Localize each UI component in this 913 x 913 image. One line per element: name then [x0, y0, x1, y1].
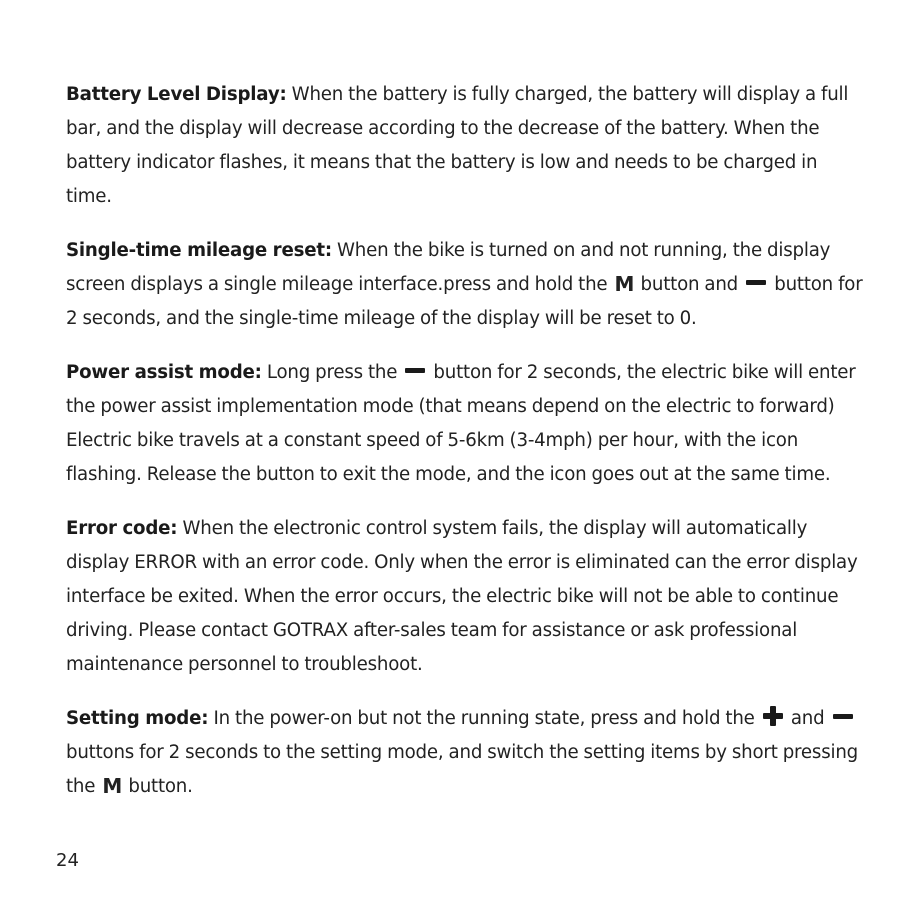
- error-code-paragraph: [66, 512, 866, 682]
- manual-content: [66, 78, 866, 824]
- battery-level-text: When the battery is fully charged, the battery will display a full bar, and the display will decrease according to the decrease of the battery. When the battery indicator flashes, it means that the battery is low and needs to be charged in time.: [66, 84, 849, 207]
- battery-level-heading: Battery Level Display:: [66, 84, 287, 105]
- mileage-reset-text-1: When the bike is turned on and not running, the display screen displays a single mileage interface.press and hold the: [66, 240, 831, 295]
- plus-button-icon: [763, 706, 783, 726]
- mileage-reset-heading: Single-time mileage reset:: [66, 240, 332, 261]
- error-code-text: When the electronic control system fails, the display will automatically display ERROR with an error code. Only when the error is eliminated can the error display interface be exited. When the error occurs, the electric bike will not be able to continue driving. Please contact GOTRAX after-sales team for assistance or ask professional maintenance personnel to troubleshoot.: [66, 518, 858, 675]
- setting-mode-text-2: and: [790, 708, 825, 729]
- page-number: 24: [56, 850, 79, 871]
- m-button-icon: M: [102, 774, 122, 798]
- setting-mode-text-3: buttons for 2 seconds to the setting mode, and switch the setting items by short pressing the: [66, 742, 859, 797]
- mileage-reset-text-2: button and: [640, 274, 739, 295]
- power-assist-heading: Power assist mode:: [66, 362, 262, 383]
- minus-button-icon: [833, 714, 853, 719]
- minus-button-icon: [405, 368, 425, 373]
- power-assist-text-2: button for 2 seconds, the electric bike will enter the power assist implementation mode (that means depend on the electric to forward) Electric bike travels at a constant speed of 5-6km (3-4mph) per hour, with the icon flashing. Release the button to exit the mode, and the icon goes out at the same time.: [66, 362, 856, 485]
- setting-mode-heading: Setting mode:: [66, 708, 209, 729]
- power-assist-text-1: Long press the: [266, 362, 398, 383]
- mileage-reset-text-3: button for 2 seconds, and the single-time mileage of the display will be reset to 0.: [66, 274, 863, 329]
- setting-mode-text-4: button.: [128, 776, 193, 797]
- mileage-reset-paragraph: [66, 234, 866, 336]
- battery-level-paragraph: [66, 78, 866, 214]
- error-code-heading: Error code:: [66, 518, 178, 539]
- setting-mode-paragraph: [66, 702, 866, 804]
- m-button-icon: M: [614, 272, 634, 296]
- setting-mode-text-1: In the power-on but not the running state, press and hold the: [213, 708, 755, 729]
- power-assist-paragraph: [66, 356, 866, 492]
- minus-button-icon: [746, 280, 766, 285]
